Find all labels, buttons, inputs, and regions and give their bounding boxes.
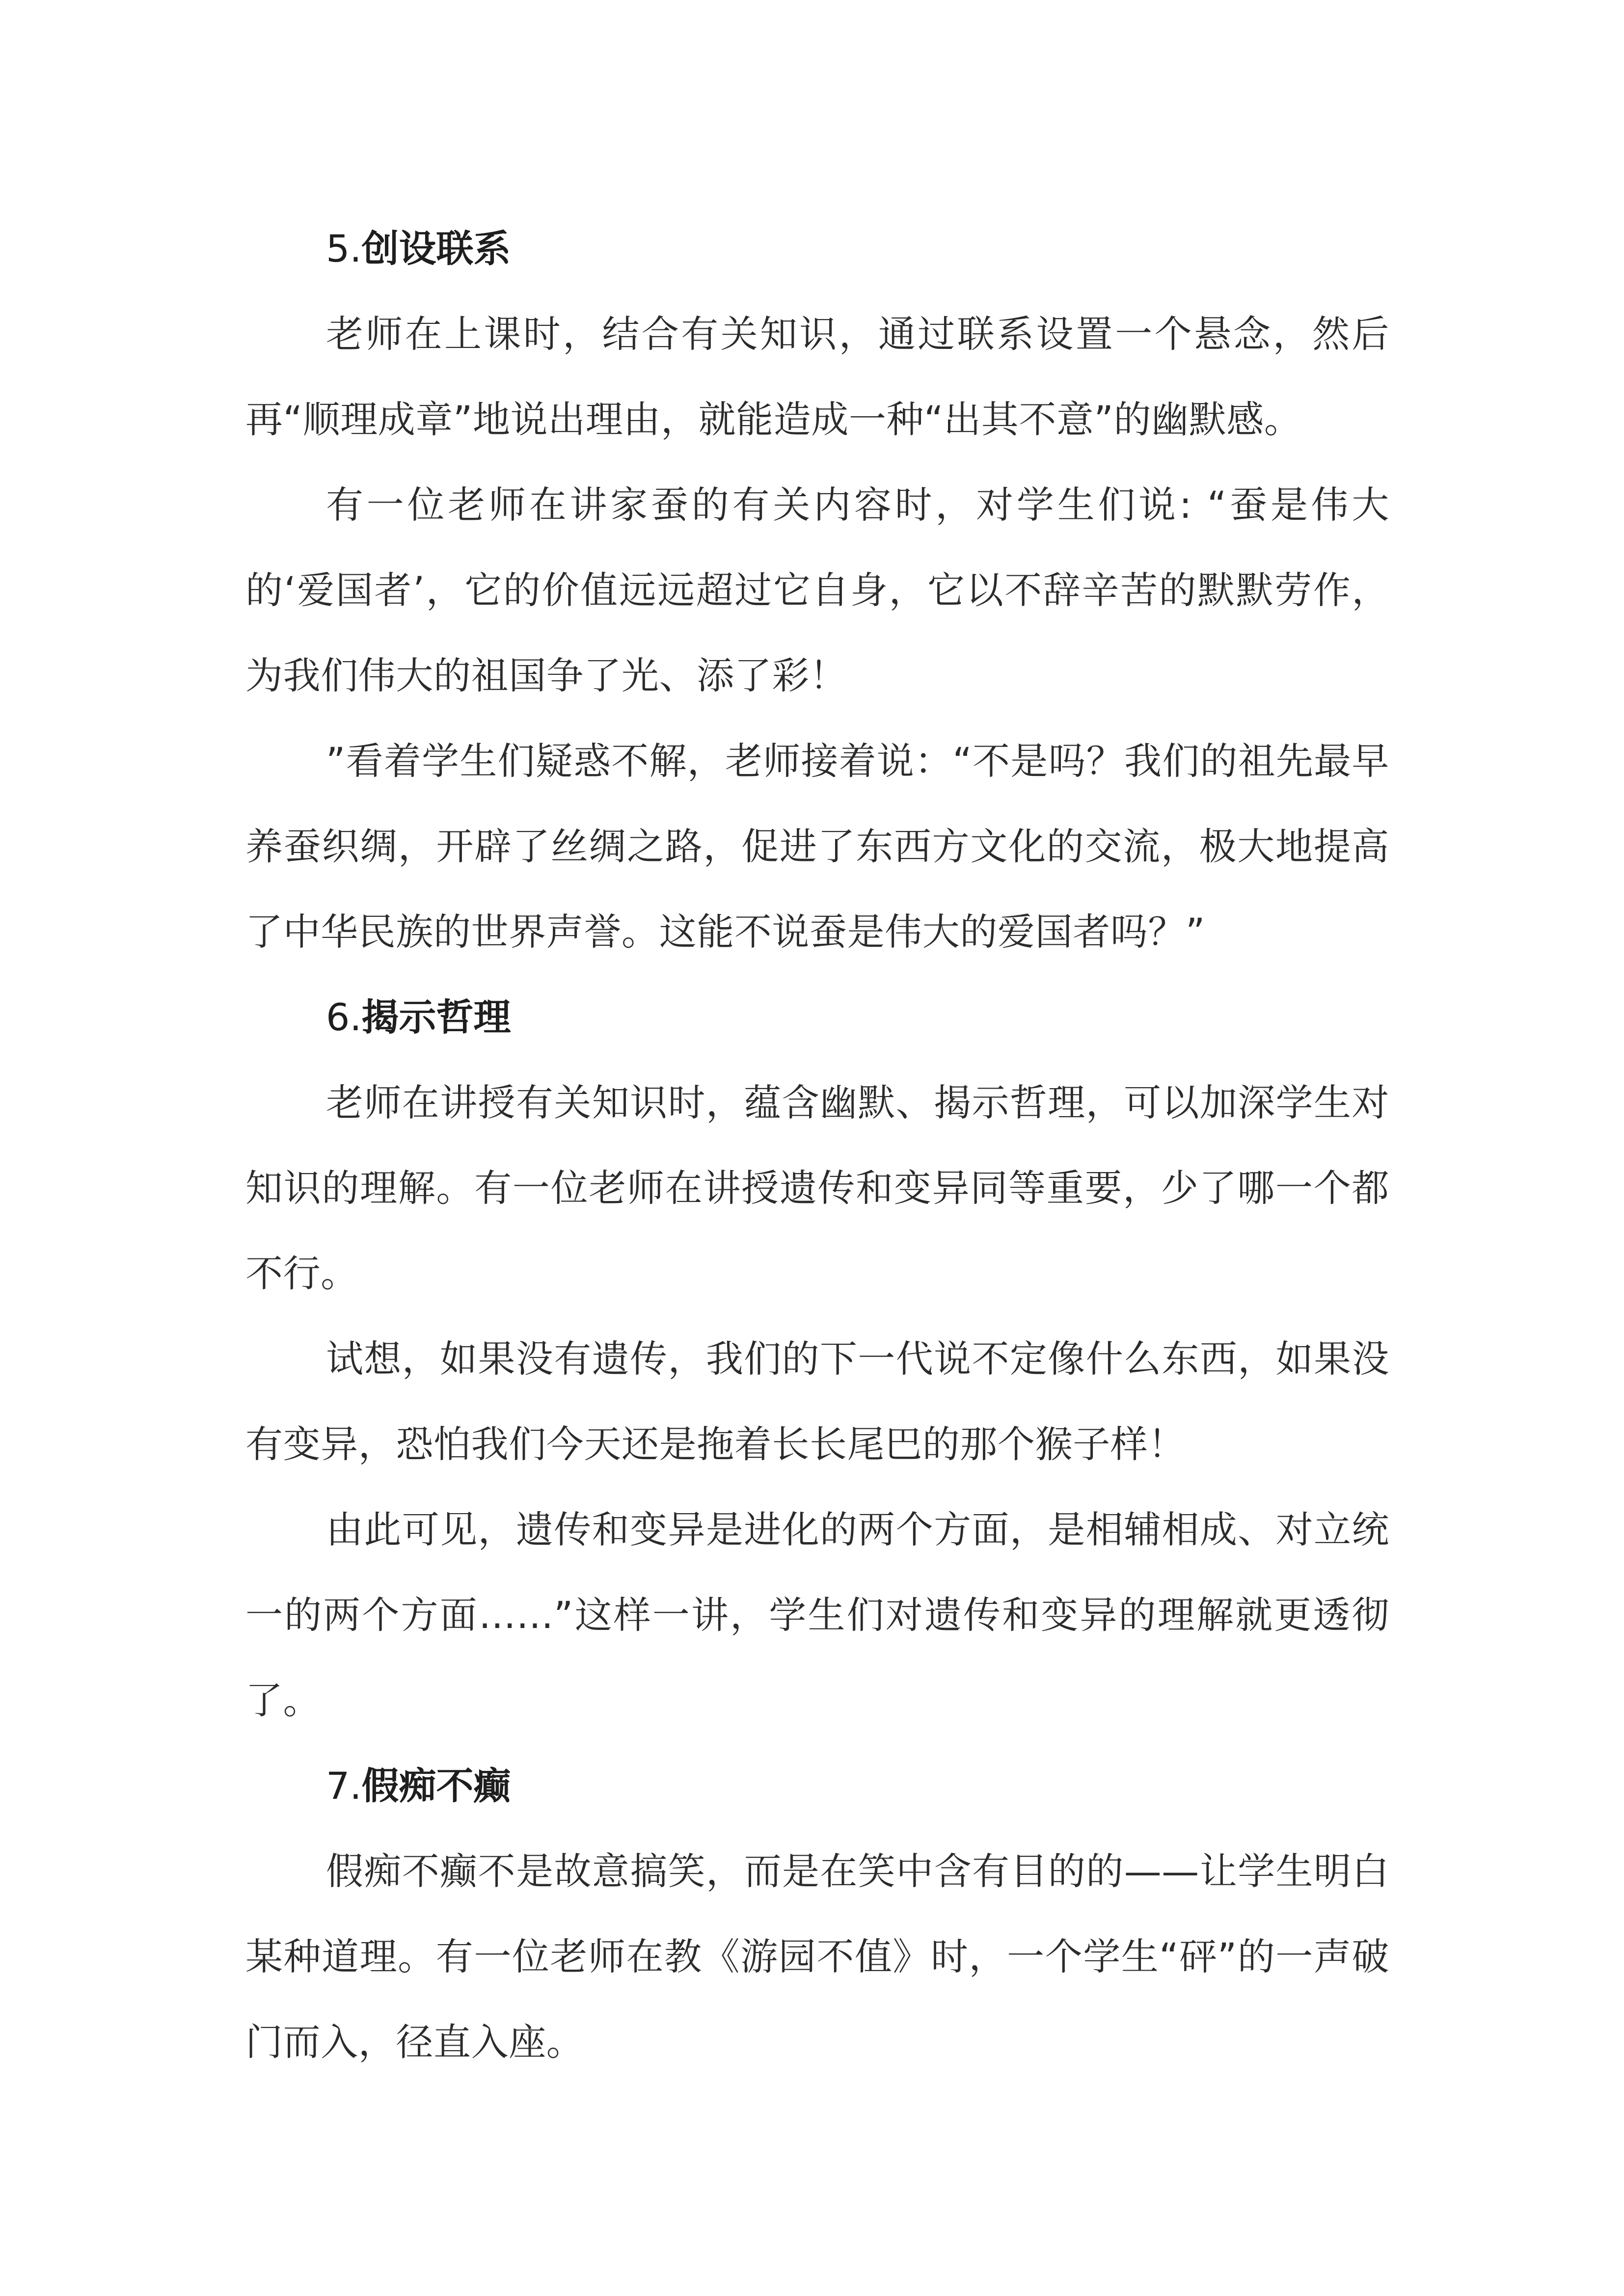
paragraph: 试想，如果没有遗传，我们的下一代说不定像什么东西，如果没有变异，恐怕我们今天还是拖着长长尾巴的那个猴子样！ [245,1337,1389,1466]
section-heading-6 [245,975,1389,1060]
paragraph: 由此可见，遗传和变异是进化的两个方面，是相辅相成、对立统一的两个方面……”这样一讲，学生们对遗传和变异的理解就更透彻了。 [245,1508,1389,1722]
paragraph: 有一位老师在讲家蚕的有关内容时，对学生们说: “蚕是伟大的‘爱国者’，它的价值远远超过它自身，它以不辞辛苦的默默劳作，为我们伟大的祖国争了光、添了彩！ [245,483,1389,697]
section-title: 揭示哲理 [361,995,511,1039]
document-page [245,206,1389,2085]
section-title: 创设联系 [361,227,511,270]
section-heading-5 [245,206,1389,292]
paragraph: 假痴不癫不是故意搞笑，而是在笑中含有目的的——让学生明白某种道理。有一位老师在教《游园不值》时，一个学生“砰”的一声破门而入，径直入座。 [245,1849,1389,2064]
section-heading-7 [245,1743,1389,1829]
paragraph: 老师在上课时，结合有关知识，通过联系设置一个悬念，然后再“顺理成章”地说出理由，就能造成一种“出其不意”的幽默感。 [245,312,1389,441]
section-number: 5. [326,227,362,270]
paragraph: ”看着学生们疑惑不解，老师接着说：“不是吗？我们的祖先最早养蚕织绸，开辟了丝绸之路，促进了东西方文化的交流，极大地提高了中华民族的世界声誉。这能不说蚕是伟大的爱国者吗？” [245,739,1389,954]
section-number: 7. [326,1764,362,1808]
paragraph: 老师在讲授有关知识时，蕴含幽默、揭示哲理，可以加深学生对知识的理解。有一位老师在讲授遗传和变异同等重要，少了哪一个都不行。 [245,1081,1389,1295]
section-number: 6. [326,995,362,1039]
section-title: 假痴不癫 [361,1764,511,1808]
